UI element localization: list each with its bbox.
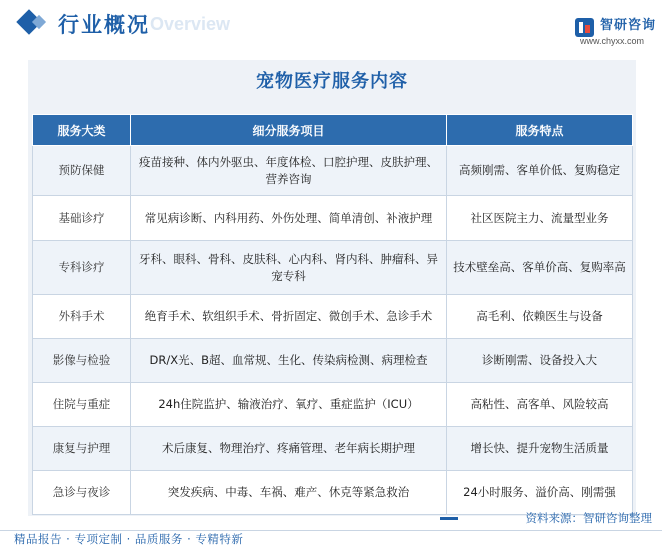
category-cell: 基础诊疗: [33, 196, 131, 241]
features-cell: 增长快、提升宠物生活质量: [447, 427, 633, 471]
header: [0, 0, 662, 50]
items-cell: 牙科、眼科、骨科、皮肤科、心内科、肾内科、肿瘤科、异宠专科: [131, 241, 447, 295]
category-cell: 专科诊疗: [33, 241, 131, 295]
service-table: [32, 114, 633, 515]
features-cell: 24小时服务、溢价高、刚需强: [447, 471, 633, 515]
features-cell: 技术壁垒高、客单价高、复购率高: [447, 241, 633, 295]
features-cell: 诊断刚需、设备投入大: [447, 339, 633, 383]
table-row: [33, 241, 633, 295]
column-header: 服务特点: [447, 115, 633, 146]
category-cell: 康复与护理: [33, 427, 131, 471]
category-cell: 影像与检验: [33, 339, 131, 383]
table-row: [33, 146, 633, 196]
table-row: [33, 471, 633, 515]
brand-name: 智研咨询: [600, 18, 657, 33]
column-header: 细分服务项目: [131, 115, 447, 146]
items-cell: 24h住院监护、输液治疗、氧疗、重症监护（ICU）: [131, 383, 447, 427]
items-cell: 常见病诊断、内科用药、外伤处理、简单清创、补液护理: [131, 196, 447, 241]
table-row: [33, 339, 633, 383]
category-cell: 预防保健: [33, 146, 131, 196]
page-title: 行业概况: [58, 13, 150, 37]
features-cell: 高粘性、高客单、风险较高: [447, 383, 633, 427]
table-row: [33, 196, 633, 241]
items-cell: 突发疾病、中毒、车祸、难产、休克等紧急救治: [131, 471, 447, 515]
table-title: 宠物医疗服务内容: [256, 71, 408, 92]
category-cell: 住院与重症: [33, 383, 131, 427]
items-cell: DR/X光、B超、血常规、生化、传染病检测、病理检查: [131, 339, 447, 383]
features-cell: 高毛利、依赖医生与设备: [447, 295, 633, 339]
content-panel: [28, 60, 636, 516]
table-row: [33, 427, 633, 471]
source-accent-bar: [440, 517, 458, 520]
column-header: 服务大类: [33, 115, 131, 146]
features-cell: 社区医院主力、流量型业务: [447, 196, 633, 241]
table-row: [33, 383, 633, 427]
source-note: 资料来源：智研咨询整理: [525, 511, 652, 525]
brand-logo-icon: [575, 18, 594, 37]
table-row: [33, 295, 633, 339]
features-cell: 高频刚需、客单价低、复购稳定: [447, 146, 633, 196]
category-cell: 外科手术: [33, 295, 131, 339]
items-cell: 术后康复、物理治疗、疼痛管理、老年病长期护理: [131, 427, 447, 471]
category-cell: 急诊与夜诊: [33, 471, 131, 515]
items-cell: 绝育手术、软组织手术、骨折固定、微创手术、急诊手术: [131, 295, 447, 339]
brand-url: www.chyxx.com: [580, 36, 645, 46]
footer-tagline: 精品报告 · 专项定制 · 品质服务 · 专精特新: [14, 532, 244, 546]
table-header-row: [33, 115, 633, 146]
items-cell: 疫苗接种、体内外驱虫、年度体检、口腔护理、皮肤护理、营养咨询: [131, 146, 447, 196]
overview-watermark: Overview: [150, 14, 231, 34]
